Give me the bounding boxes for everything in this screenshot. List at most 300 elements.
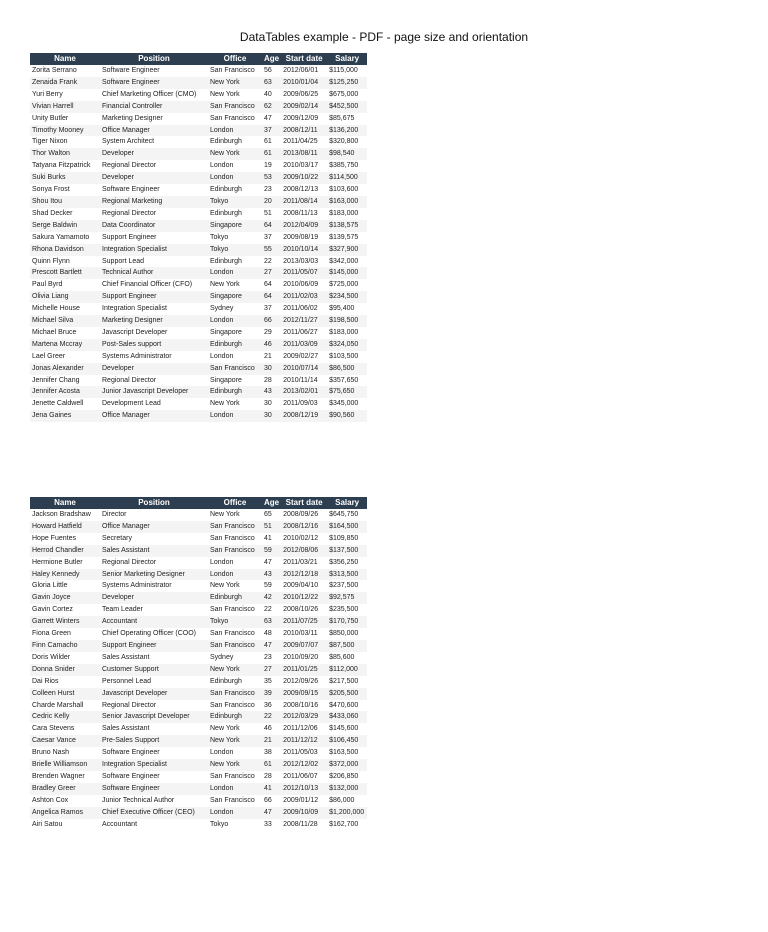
- cell-salary: $320,800: [329, 138, 359, 146]
- table-row: [30, 386, 367, 398]
- cell-office: London: [208, 267, 262, 279]
- cell-position: Personnel Lead: [102, 677, 152, 685]
- cell-age: 29: [264, 328, 272, 336]
- cell-age: 30: [262, 410, 281, 422]
- cell-position: Chief Operating Officer (COO): [102, 630, 197, 638]
- cell-position: Systems Administrator: [102, 582, 172, 590]
- table-row: [30, 136, 367, 148]
- cell-start-date: 2013/02/01: [281, 386, 327, 398]
- cell-age: 64: [262, 291, 281, 303]
- cell-age: 35: [264, 677, 272, 685]
- cell-salary: $675,000: [329, 90, 359, 98]
- cell-position: Chief Marketing Officer (CMO): [102, 90, 197, 98]
- cell-salary: $235,500: [329, 606, 359, 614]
- cell-office: San Francisco: [210, 114, 255, 122]
- cell-position: Office Manager: [100, 125, 208, 137]
- cell-office: San Francisco: [210, 67, 255, 74]
- cell-start-date: 2010/03/11: [283, 630, 318, 638]
- column-header-name: Name: [30, 53, 100, 65]
- cell-salary: $98,540: [327, 148, 367, 160]
- cell-position: Technical Author: [100, 267, 208, 279]
- cell-name: Bradley Greer: [30, 783, 100, 795]
- column-header-position: Position: [100, 53, 208, 65]
- cell-name: Shad Decker: [32, 209, 73, 217]
- cell-salary: $92,575: [327, 592, 367, 604]
- cell-position: Software Engineer: [102, 186, 160, 194]
- cell-start-date: 2011/12/06: [283, 725, 318, 733]
- column-header-salary: Salary: [327, 497, 367, 509]
- cell-position: Senior Javascript Developer: [100, 711, 208, 723]
- cell-name: Gavin Joyce: [30, 592, 100, 604]
- cell-start-date: 2008/10/26: [283, 606, 319, 614]
- table-row: [30, 592, 367, 604]
- cell-position: Regional Director: [102, 209, 157, 217]
- cell-salary: $109,850: [329, 534, 359, 542]
- cell-position: Development Lead: [102, 400, 161, 408]
- cell-age: 38: [264, 749, 272, 757]
- cell-salary: $183,000: [329, 328, 359, 336]
- column-header-name: Name: [30, 497, 100, 509]
- table-row: [30, 291, 367, 303]
- cell-age: 22: [264, 606, 272, 614]
- cell-office: Singapore: [210, 328, 242, 336]
- employee-table-page-1: [30, 53, 367, 422]
- cell-office: New York: [210, 725, 240, 733]
- cell-salary: $163,500: [329, 749, 359, 757]
- employee-table-page-2: [30, 497, 367, 830]
- cell-position: Regional Director: [102, 376, 157, 384]
- cell-salary: $170,750: [327, 616, 367, 628]
- cell-name: Donna Snider: [30, 664, 100, 676]
- table-row: [30, 700, 367, 712]
- cell-start-date: 2009/02/27: [283, 352, 319, 360]
- cell-start-date: 2011/01/25: [281, 664, 327, 676]
- cell-start-date: 2009/01/12: [283, 796, 319, 804]
- cell-start-date: 2009/02/14: [281, 101, 327, 113]
- cell-start-date: 2011/08/14: [281, 196, 327, 208]
- cell-name: Quinn Flynn: [32, 257, 70, 265]
- cell-office: London: [208, 172, 262, 184]
- cell-name: Suki Burks: [30, 172, 100, 184]
- cell-name: Gavin Cortez: [32, 606, 73, 614]
- cell-age: 46: [264, 725, 272, 733]
- cell-salary: $237,500: [329, 582, 359, 590]
- cell-office: San Francisco: [208, 545, 262, 557]
- cell-position: Sales Assistant: [102, 725, 150, 733]
- cell-position: Developer: [100, 172, 208, 184]
- cell-salary: $163,000: [327, 196, 367, 208]
- cell-salary: $356,250: [329, 558, 359, 566]
- cell-start-date: 2012/06/01: [283, 67, 319, 74]
- table-row: [30, 125, 367, 137]
- cell-position: Junior Javascript Developer: [100, 386, 208, 398]
- cell-age: 28: [264, 376, 272, 384]
- cell-salary: $90,560: [327, 410, 367, 422]
- cell-office: Singapore: [208, 220, 262, 232]
- cell-position: Developer: [100, 592, 208, 604]
- table-row: [30, 101, 367, 113]
- table-row: [30, 545, 367, 557]
- cell-start-date: 2011/06/07: [283, 772, 318, 780]
- cell-position: Support Engineer: [102, 233, 157, 241]
- cell-name: Dai Rios: [32, 677, 59, 685]
- cell-office: San Francisco: [210, 796, 255, 804]
- table-row: [30, 410, 367, 422]
- cell-name: Michael Bruce: [32, 328, 77, 336]
- table-row: [30, 664, 367, 676]
- table-row: [30, 533, 367, 545]
- cell-salary: $136,200: [327, 125, 367, 137]
- cell-position: Javascript Developer: [100, 688, 208, 700]
- cell-age: 27: [262, 664, 281, 676]
- cell-office: Sydney: [210, 305, 234, 313]
- cell-name: Cara Stevens: [32, 725, 75, 733]
- cell-salary: $645,750: [329, 511, 359, 518]
- table-row: [30, 711, 367, 723]
- table-row: [30, 557, 367, 569]
- table-row: [30, 628, 367, 640]
- cell-age: 61: [262, 759, 281, 771]
- cell-age: 37: [264, 305, 272, 313]
- cell-salary: $234,500: [327, 291, 367, 303]
- cell-salary: $372,000: [327, 759, 367, 771]
- cell-name: Vivian Harrell: [30, 101, 100, 113]
- cell-name: Jennifer Chang: [32, 376, 80, 384]
- cell-name: Airi Satou: [32, 820, 63, 828]
- cell-age: 61: [264, 138, 272, 146]
- cell-office: London: [208, 315, 262, 327]
- cell-office: New York: [208, 77, 262, 89]
- cell-name: Yuri Berry: [32, 90, 63, 98]
- table-row: [30, 759, 367, 771]
- cell-salary: $217,500: [329, 677, 359, 685]
- cell-name: Michelle House: [32, 305, 80, 313]
- table-header-row: [30, 53, 367, 65]
- cell-salary: $115,000: [329, 67, 358, 74]
- table-row: [30, 771, 367, 783]
- column-header-start-date: Start date: [281, 497, 327, 509]
- cell-name: Fiona Green: [32, 630, 71, 638]
- table-row: [30, 160, 367, 172]
- column-header-start-date: Start date: [281, 53, 327, 65]
- table-row: [30, 521, 367, 533]
- cell-office: Edinburgh: [210, 138, 242, 146]
- cell-start-date: 2012/12/02: [281, 759, 327, 771]
- cell-position: Chief Executive Officer (CEO): [100, 807, 208, 819]
- cell-salary: $103,500: [329, 352, 359, 360]
- cell-start-date: 2011/05/07: [281, 267, 327, 279]
- cell-name: Haley Kennedy: [30, 569, 100, 581]
- cell-age: 37: [264, 233, 272, 241]
- cell-office: San Francisco: [208, 640, 262, 652]
- cell-office: London: [210, 162, 234, 170]
- cell-office: New York: [210, 400, 240, 408]
- cell-start-date: 2009/04/10: [283, 582, 319, 590]
- cell-name: Bruno Nash: [32, 749, 69, 757]
- cell-office: San Francisco: [208, 688, 262, 700]
- cell-position: Financial Controller: [100, 101, 208, 113]
- cell-office: London: [208, 125, 262, 137]
- cell-age: 64: [262, 220, 281, 232]
- cell-office: New York: [210, 90, 240, 98]
- cell-salary: $85,600: [329, 653, 355, 661]
- cell-start-date: 2008/09/26: [283, 511, 319, 518]
- cell-salary: $198,500: [327, 315, 367, 327]
- cell-start-date: 2009/10/09: [281, 807, 327, 819]
- cell-office: Tokyo: [208, 244, 262, 256]
- column-header-age: Age: [264, 498, 280, 508]
- cell-name: Thor Walton: [30, 148, 100, 160]
- table-row: [30, 580, 367, 592]
- cell-position: Sales Assistant: [102, 653, 150, 661]
- cell-name: Cedric Kelly: [30, 711, 100, 723]
- cell-office: New York: [210, 511, 240, 518]
- cell-position: Customer Support: [100, 664, 208, 676]
- cell-position: Pre-Sales Support: [100, 735, 208, 747]
- cell-position: Regional Director: [102, 558, 157, 566]
- cell-salary: $162,700: [329, 820, 359, 828]
- cell-name: Rhona Davidson: [30, 244, 100, 256]
- cell-age: 23: [264, 653, 272, 661]
- column-header-age: Age: [264, 54, 280, 64]
- cell-office: London: [210, 749, 234, 757]
- cell-start-date: 2012/09/26: [283, 677, 319, 685]
- table-row: [30, 375, 367, 387]
- cell-office: Tokyo: [210, 820, 229, 828]
- cell-position: Support Engineer: [100, 640, 208, 652]
- table-row: [30, 208, 367, 220]
- table-row: [30, 303, 367, 315]
- cell-age: 62: [262, 101, 281, 113]
- cell-start-date: 2010/01/04: [281, 77, 327, 89]
- cell-age: 61: [262, 148, 281, 160]
- table-row: [30, 77, 367, 89]
- cell-office: New York: [210, 582, 240, 590]
- cell-office: Edinburgh: [210, 677, 242, 685]
- cell-office: Tokyo: [208, 616, 262, 628]
- cell-start-date: 2011/09/03: [283, 400, 318, 408]
- cell-age: 27: [262, 267, 281, 279]
- cell-name: Zorita Serrano: [32, 67, 77, 74]
- cell-office: New York: [208, 759, 262, 771]
- cell-name: Shou Itou: [30, 196, 100, 208]
- cell-start-date: 2010/02/12: [283, 534, 319, 542]
- cell-office: London: [208, 807, 262, 819]
- cell-name: Michael Silva: [30, 315, 100, 327]
- cell-office: London: [208, 410, 262, 422]
- cell-salary: $313,500: [327, 569, 367, 581]
- cell-name: Tatyana Fitzpatrick: [32, 162, 91, 170]
- table-body: [30, 509, 367, 830]
- cell-office: London: [208, 569, 262, 581]
- cell-office: Edinburgh: [210, 186, 242, 194]
- cell-age: 22: [264, 257, 272, 265]
- cell-salary: $138,575: [327, 220, 367, 232]
- cell-office: London: [210, 558, 234, 566]
- cell-age: 59: [264, 582, 272, 590]
- table-row: [30, 327, 367, 339]
- cell-start-date: 2011/12/12: [281, 735, 327, 747]
- cell-salary: $850,000: [329, 630, 359, 638]
- cell-salary: $164,500: [327, 521, 367, 533]
- cell-age: 63: [262, 77, 281, 89]
- table-row: [30, 65, 367, 77]
- cell-age: 51: [264, 209, 272, 217]
- cell-age: 47: [264, 114, 272, 122]
- cell-start-date: 2010/10/14: [281, 244, 327, 256]
- cell-salary: $95,400: [329, 305, 355, 313]
- cell-start-date: 2010/06/09: [283, 281, 319, 289]
- column-header-office: Office: [208, 497, 262, 509]
- cell-salary: $183,000: [329, 209, 359, 217]
- cell-age: 21: [264, 352, 272, 360]
- cell-position: Regional Marketing: [100, 196, 208, 208]
- cell-office: Edinburgh: [210, 257, 242, 265]
- cell-start-date: 2011/06/02: [283, 305, 318, 313]
- column-header-office: Office: [208, 53, 262, 65]
- cell-position: Integration Specialist: [100, 244, 208, 256]
- cell-position: Software Engineer: [100, 783, 208, 795]
- cell-name: Angelica Ramos: [30, 807, 100, 819]
- cell-start-date: 2013/03/03: [283, 257, 319, 265]
- table-row: [30, 172, 367, 184]
- cell-position: Data Coordinator: [100, 220, 208, 232]
- cell-office: New York: [210, 281, 240, 289]
- cell-start-date: 2010/12/22: [281, 592, 327, 604]
- cell-start-date: 2011/02/03: [281, 291, 327, 303]
- cell-office: San Francisco: [210, 534, 255, 542]
- cell-position: Software Engineer: [102, 772, 160, 780]
- table-row: [30, 244, 367, 256]
- cell-name: Martena Mccray: [30, 339, 100, 351]
- cell-position: Software Engineer: [102, 749, 160, 757]
- cell-office: Edinburgh: [210, 209, 242, 217]
- cell-office: New York: [208, 664, 262, 676]
- cell-start-date: 2010/09/20: [283, 653, 319, 661]
- table-row: [30, 89, 367, 101]
- table-header-row: [30, 497, 367, 509]
- cell-name: Colleen Hurst: [30, 688, 100, 700]
- cell-start-date: 2010/11/14: [283, 376, 318, 384]
- cell-position: Regional Director: [102, 162, 157, 170]
- cell-start-date: 2011/05/03: [283, 749, 318, 757]
- cell-start-date: 2012/03/29: [281, 711, 327, 723]
- column-header-salary: Salary: [327, 53, 367, 65]
- cell-start-date: 2012/10/13: [281, 783, 327, 795]
- cell-salary: $452,500: [327, 101, 367, 113]
- cell-start-date: 2008/12/13: [283, 186, 319, 194]
- cell-start-date: 2009/07/07: [281, 640, 327, 652]
- cell-age: 46: [262, 339, 281, 351]
- cell-age: 56: [264, 67, 272, 74]
- cell-salary: $433,060: [327, 711, 367, 723]
- cell-age: 21: [262, 735, 281, 747]
- cell-age: 43: [262, 569, 281, 581]
- cell-name: Sakura Yamamoto: [32, 233, 90, 241]
- table-row: [30, 640, 367, 652]
- cell-office: San Francisco: [208, 101, 262, 113]
- cell-position: Post-Sales support: [100, 339, 208, 351]
- cell-start-date: 2008/10/16: [283, 701, 319, 709]
- cell-start-date: 2009/06/25: [283, 90, 319, 98]
- cell-name: Jenette Caldwell: [32, 400, 84, 408]
- cell-office: Tokyo: [210, 233, 229, 241]
- cell-salary: $87,500: [327, 640, 367, 652]
- cell-office: Edinburgh: [208, 386, 262, 398]
- table-row: [30, 652, 367, 664]
- cell-start-date: 2013/08/11: [281, 148, 327, 160]
- cell-age: 66: [264, 796, 272, 804]
- cell-name: Jena Gaines: [30, 410, 100, 422]
- cell-age: 55: [262, 244, 281, 256]
- table-row: [30, 747, 367, 759]
- cell-name: Garrett Winters: [30, 616, 100, 628]
- cell-salary: $1,200,000: [327, 807, 367, 819]
- table-row: [30, 723, 367, 735]
- table-row: [30, 676, 367, 688]
- cell-name: Serge Baldwin: [30, 220, 100, 232]
- table-row: [30, 351, 367, 363]
- cell-salary: $205,500: [327, 688, 367, 700]
- cell-age: 30: [262, 363, 281, 375]
- cell-office: London: [208, 783, 262, 795]
- table-row: [30, 795, 367, 807]
- cell-age: 53: [262, 172, 281, 184]
- cell-age: 66: [262, 315, 281, 327]
- cell-name: Timothy Mooney: [30, 125, 100, 137]
- cell-salary: $103,600: [329, 186, 359, 194]
- cell-name: Howard Hatfield: [30, 521, 100, 533]
- cell-name: Ashton Cox: [32, 796, 69, 804]
- cell-age: 22: [262, 711, 281, 723]
- table-row: [30, 604, 367, 616]
- cell-office: San Francisco: [210, 606, 255, 614]
- cell-name: Prescott Bartlett: [30, 267, 100, 279]
- cell-salary: $132,000: [327, 783, 367, 795]
- cell-salary: $385,750: [329, 162, 359, 170]
- cell-position: Secretary: [102, 534, 132, 542]
- cell-salary: $342,000: [329, 257, 359, 265]
- cell-start-date: 2008/12/19: [281, 410, 327, 422]
- cell-age: 63: [262, 616, 281, 628]
- cell-start-date: 2011/04/25: [283, 138, 318, 146]
- cell-salary: $145,600: [329, 725, 359, 733]
- cell-position: Developer: [100, 148, 208, 160]
- cell-start-date: 2008/11/28: [283, 820, 318, 828]
- cell-start-date: 2011/07/25: [281, 616, 327, 628]
- cell-position: Senior Marketing Designer: [100, 569, 208, 581]
- cell-office: San Francisco: [208, 363, 262, 375]
- cell-office: Edinburgh: [208, 592, 262, 604]
- cell-office: San Francisco: [208, 521, 262, 533]
- cell-name: Finn Camacho: [30, 640, 100, 652]
- cell-age: 47: [262, 640, 281, 652]
- cell-name: Lael Greer: [32, 352, 66, 360]
- cell-office: Tokyo: [208, 196, 262, 208]
- table-row: [30, 688, 367, 700]
- table-row: [30, 196, 367, 208]
- cell-age: 20: [262, 196, 281, 208]
- cell-start-date: 2009/09/15: [281, 688, 327, 700]
- table-body: [30, 65, 367, 422]
- cell-position: Marketing Designer: [102, 114, 163, 122]
- cell-name: Jackson Bradshaw: [32, 511, 91, 518]
- cell-start-date: 2008/12/16: [281, 521, 327, 533]
- cell-start-date: 2010/03/17: [283, 162, 319, 170]
- cell-start-date: 2012/04/09: [281, 220, 327, 232]
- cell-salary: $324,050: [327, 339, 367, 351]
- cell-name: Caesar Vance: [30, 735, 100, 747]
